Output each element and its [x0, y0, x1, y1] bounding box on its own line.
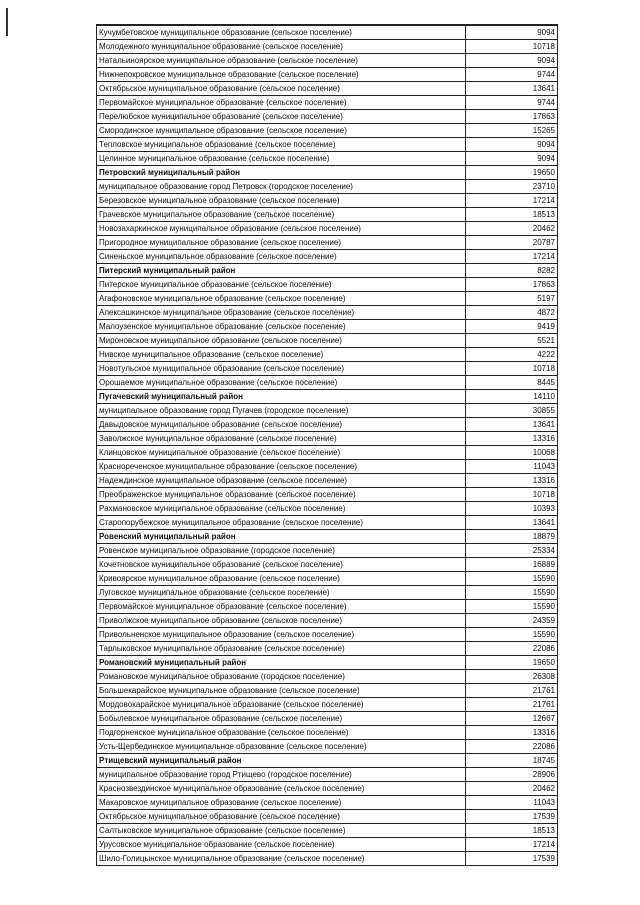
amount-value: 30855: [466, 404, 558, 418]
table-row: [97, 124, 558, 138]
amount-value: 12667: [466, 712, 558, 726]
table-row: [97, 362, 558, 376]
amount-value: 17539: [466, 810, 558, 824]
municipality-name: Новозахаркинское муниципальное образование (сельское поселение): [97, 222, 466, 236]
amount-value: 11043: [466, 460, 558, 474]
municipality-name: Мироновское муниципальное образование (сельское поселение): [97, 334, 466, 348]
district-row: [97, 530, 558, 544]
municipality-name: Луговское муниципальное образование (сельское поселение): [97, 586, 466, 600]
municipal-table: [96, 25, 558, 866]
table-row: [97, 824, 558, 838]
municipality-name: Питерское муниципальное образование (сельское поселение): [97, 278, 466, 292]
table-row: [97, 40, 558, 54]
amount-value: 17214: [466, 194, 558, 208]
municipality-name: Перелюбское муниципальное образование (сельское поселение): [97, 110, 466, 124]
municipality-name: Привольненское муниципальное образование (сельское поселение): [97, 628, 466, 642]
amount-value: 18879: [466, 530, 558, 544]
table-row: [97, 54, 558, 68]
table-row: [97, 642, 558, 656]
table-row: [97, 180, 558, 194]
amount-value: 26308: [466, 670, 558, 684]
amount-value: 18745: [466, 754, 558, 768]
municipality-name: Первомайское муниципальное образование (сельское поселение): [97, 600, 466, 614]
municipality-name: Надеждинское муниципальное образование (сельское поселение): [97, 474, 466, 488]
amount-value: 18513: [466, 208, 558, 222]
table-row: [97, 838, 558, 852]
table-row: [97, 460, 558, 474]
amount-value: 14110: [466, 390, 558, 404]
table-row: [97, 278, 558, 292]
municipality-name: Приволжское муниципальное образование (сельское поселение): [97, 614, 466, 628]
district-name: Романовский муниципальный район: [97, 656, 466, 670]
amount-value: 9419: [466, 320, 558, 334]
margin-scan-mark: [6, 8, 8, 36]
municipality-name: Рахмановское муниципальное образование (сельское поселение): [97, 502, 466, 516]
amount-value: 22086: [466, 740, 558, 754]
municipality-name: Кривоярское муниципальное образование (сельское поселение): [97, 572, 466, 586]
municipality-name: Тарлыковское муниципальное образование (сельское поселение): [97, 642, 466, 656]
table-row: [97, 628, 558, 642]
municipality-name: Березовское муниципальное образование (сельское поселение): [97, 194, 466, 208]
amount-value: 15590: [466, 586, 558, 600]
amount-value: 8282: [466, 264, 558, 278]
municipality-name: Смородинское муниципальное образование (сельское поселение): [97, 124, 466, 138]
amount-value: 11043: [466, 796, 558, 810]
municipality-name: Нижнепокровское муниципальное образование (сельское поселение): [97, 68, 466, 82]
district-name: Питерский муниципальный район: [97, 264, 466, 278]
municipality-name: Натальиноярское муниципальное образование (сельское поселение): [97, 54, 466, 68]
municipality-name: Подгорненское муниципальное образование (сельское поселение): [97, 726, 466, 740]
table-row: [97, 446, 558, 460]
table-row: [97, 768, 558, 782]
document-page: [96, 25, 558, 866]
municipality-name: Краснореченское муниципальное образование (сельское поселение): [97, 460, 466, 474]
municipality-name: муниципальное образование город Пугачев (городское поселение): [97, 404, 466, 418]
table-row: [97, 236, 558, 250]
amount-value: 13316: [466, 726, 558, 740]
amount-value: 25334: [466, 544, 558, 558]
amount-value: 5521: [466, 334, 558, 348]
amount-value: 15265: [466, 124, 558, 138]
municipality-name: Грачевское муниципальное образование (сельское поселение): [97, 208, 466, 222]
table-body: [97, 26, 558, 866]
table-row: [97, 96, 558, 110]
amount-value: 10718: [466, 40, 558, 54]
table-row: [97, 334, 558, 348]
table-row: [97, 740, 558, 754]
amount-value: 17863: [466, 110, 558, 124]
amount-value: 4222: [466, 348, 558, 362]
amount-value: 21761: [466, 698, 558, 712]
table-row: [97, 404, 558, 418]
amount-value: 8445: [466, 376, 558, 390]
municipality-name: Синеньское муниципальное образование (сельское поселение): [97, 250, 466, 264]
municipality-name: Целинное муниципальное образование (сельское поселение): [97, 152, 466, 166]
table-row: [97, 516, 558, 530]
amount-value: 9094: [466, 54, 558, 68]
table-row: [97, 796, 558, 810]
table-row: [97, 712, 558, 726]
amount-value: 21761: [466, 684, 558, 698]
table-row: [97, 558, 558, 572]
municipality-name: Давыдовское муниципальное образование (сельское поселение): [97, 418, 466, 432]
district-row: [97, 264, 558, 278]
municipality-name: Бобылевское муниципальное образование (сельское поселение): [97, 712, 466, 726]
table-row: [97, 222, 558, 236]
amount-value: 17539: [466, 852, 558, 866]
table-row: [97, 152, 558, 166]
amount-value: 17214: [466, 250, 558, 264]
municipality-name: Романовское муниципальное образование (городское поселение): [97, 670, 466, 684]
municipality-name: Октябрьское муниципальное образование (сельское поселение): [97, 810, 466, 824]
municipality-name: Мордовокарайское муниципальное образование (сельское поселение): [97, 698, 466, 712]
table-row: [97, 292, 558, 306]
amount-value: 13641: [466, 418, 558, 432]
municipality-name: Преображенское муниципальное образование (сельское поселение): [97, 488, 466, 502]
table-row: [97, 376, 558, 390]
amount-value: 15590: [466, 628, 558, 642]
district-row: [97, 754, 558, 768]
amount-value: 9094: [466, 152, 558, 166]
municipality-name: Большекарайское муниципальное образование (сельское поселение): [97, 684, 466, 698]
district-row: [97, 656, 558, 670]
table-row: [97, 698, 558, 712]
municipality-name: Орошаемое муниципальное образование (сельское поселение): [97, 376, 466, 390]
municipality-name: Агафоновское муниципальное образование (сельское поселение): [97, 292, 466, 306]
amount-value: 10068: [466, 446, 558, 460]
table-row: [97, 110, 558, 124]
amount-value: 15590: [466, 572, 558, 586]
table-row: [97, 684, 558, 698]
table-row: [97, 488, 558, 502]
amount-value: 15590: [466, 600, 558, 614]
amount-value: 17214: [466, 838, 558, 852]
table-row: [97, 320, 558, 334]
amount-value: 28906: [466, 768, 558, 782]
district-row: [97, 390, 558, 404]
district-row: [97, 166, 558, 180]
municipality-name: Алексашкинское муниципальное образование (сельское поселение): [97, 306, 466, 320]
municipality-name: Усть-Щербединское муниципальное образование (сельское поселение): [97, 740, 466, 754]
municipality-name: Пригородное муниципальное образование (сельское поселение): [97, 236, 466, 250]
amount-value: 9094: [466, 26, 558, 40]
table-row: [97, 782, 558, 796]
municipality-name: Ровенское муниципальное образование (городское поселение): [97, 544, 466, 558]
amount-value: 13316: [466, 474, 558, 488]
district-name: Ртищевский муниципальный район: [97, 754, 466, 768]
table-row: [97, 474, 558, 488]
amount-value: 24359: [466, 614, 558, 628]
municipality-name: Малоузенское муниципальное образование (сельское поселение): [97, 320, 466, 334]
municipality-name: Салтыковское муниципальное образование (сельское поселение): [97, 824, 466, 838]
table-row: [97, 572, 558, 586]
table-row: [97, 68, 558, 82]
municipality-name: Нивское муниципальное образование (сельское поселение): [97, 348, 466, 362]
amount-value: 13641: [466, 516, 558, 530]
amount-value: 4872: [466, 306, 558, 320]
municipality-name: Первомайское муниципальное образование (сельское поселение): [97, 96, 466, 110]
table-row: [97, 600, 558, 614]
municipality-name: муниципальное образование город Ртищево (городское поселение): [97, 768, 466, 782]
amount-value: 9094: [466, 138, 558, 152]
amount-value: 19650: [466, 166, 558, 180]
municipality-name: Краснозвездинское муниципальное образование (сельское поселение): [97, 782, 466, 796]
amount-value: 16889: [466, 558, 558, 572]
amount-value: 13316: [466, 432, 558, 446]
table-row: [97, 614, 558, 628]
table-row: [97, 418, 558, 432]
municipality-name: Новотульское муниципальное образование (сельское поселение): [97, 362, 466, 376]
table-row: [97, 726, 558, 740]
table-row: [97, 82, 558, 96]
municipality-name: Заволжское муниципальное образование (сельское поселение): [97, 432, 466, 446]
table-row: [97, 194, 558, 208]
amount-value: 19650: [466, 656, 558, 670]
table-row: [97, 502, 558, 516]
amount-value: 18513: [466, 824, 558, 838]
municipality-name: Макаровское муниципальное образование (сельское поселение): [97, 796, 466, 810]
municipality-name: Октябрьское муниципальное образование (сельское поселение): [97, 82, 466, 96]
table-row: [97, 208, 558, 222]
amount-value: 22086: [466, 642, 558, 656]
amount-value: 23710: [466, 180, 558, 194]
municipality-name: Кучумбетовское муниципальное образование (сельское поселение): [97, 26, 466, 40]
table-row: [97, 138, 558, 152]
table-row: [97, 306, 558, 320]
municipality-name: Старопорубежское муниципальное образование (сельское поселение): [97, 516, 466, 530]
amount-value: 10393: [466, 502, 558, 516]
municipality-name: Шило-Голицынское муниципальное образование (сельское поселение): [97, 852, 466, 866]
amount-value: 9744: [466, 96, 558, 110]
table-row: [97, 250, 558, 264]
amount-value: 13641: [466, 82, 558, 96]
municipality-name: Кочетновское муниципальное образование (сельское поселение): [97, 558, 466, 572]
amount-value: 10718: [466, 488, 558, 502]
municipality-name: Клинцовское муниципальное образование (сельское поселение): [97, 446, 466, 460]
table-row: [97, 852, 558, 866]
district-name: Ровенский муниципальный район: [97, 530, 466, 544]
municipality-name: Урусовское муниципальное образование (сельское поселение): [97, 838, 466, 852]
amount-value: 20462: [466, 782, 558, 796]
municipality-name: муниципальное образование город Петровск (городское поселение): [97, 180, 466, 194]
amount-value: 10718: [466, 362, 558, 376]
amount-value: 20787: [466, 236, 558, 250]
amount-value: 9744: [466, 68, 558, 82]
table-row: [97, 810, 558, 824]
district-name: Петровский муниципальный район: [97, 166, 466, 180]
municipality-name: Молодежного муниципальное образование (сельское поселение): [97, 40, 466, 54]
amount-value: 17863: [466, 278, 558, 292]
amount-value: 5197: [466, 292, 558, 306]
table-row: [97, 670, 558, 684]
table-row: [97, 348, 558, 362]
table-row: [97, 544, 558, 558]
table-row: [97, 432, 558, 446]
amount-value: 20462: [466, 222, 558, 236]
table-row: [97, 26, 558, 40]
district-name: Пугачевский муниципальный район: [97, 390, 466, 404]
municipality-name: Тепловское муниципальное образование (сельское поселение): [97, 138, 466, 152]
table-row: [97, 586, 558, 600]
